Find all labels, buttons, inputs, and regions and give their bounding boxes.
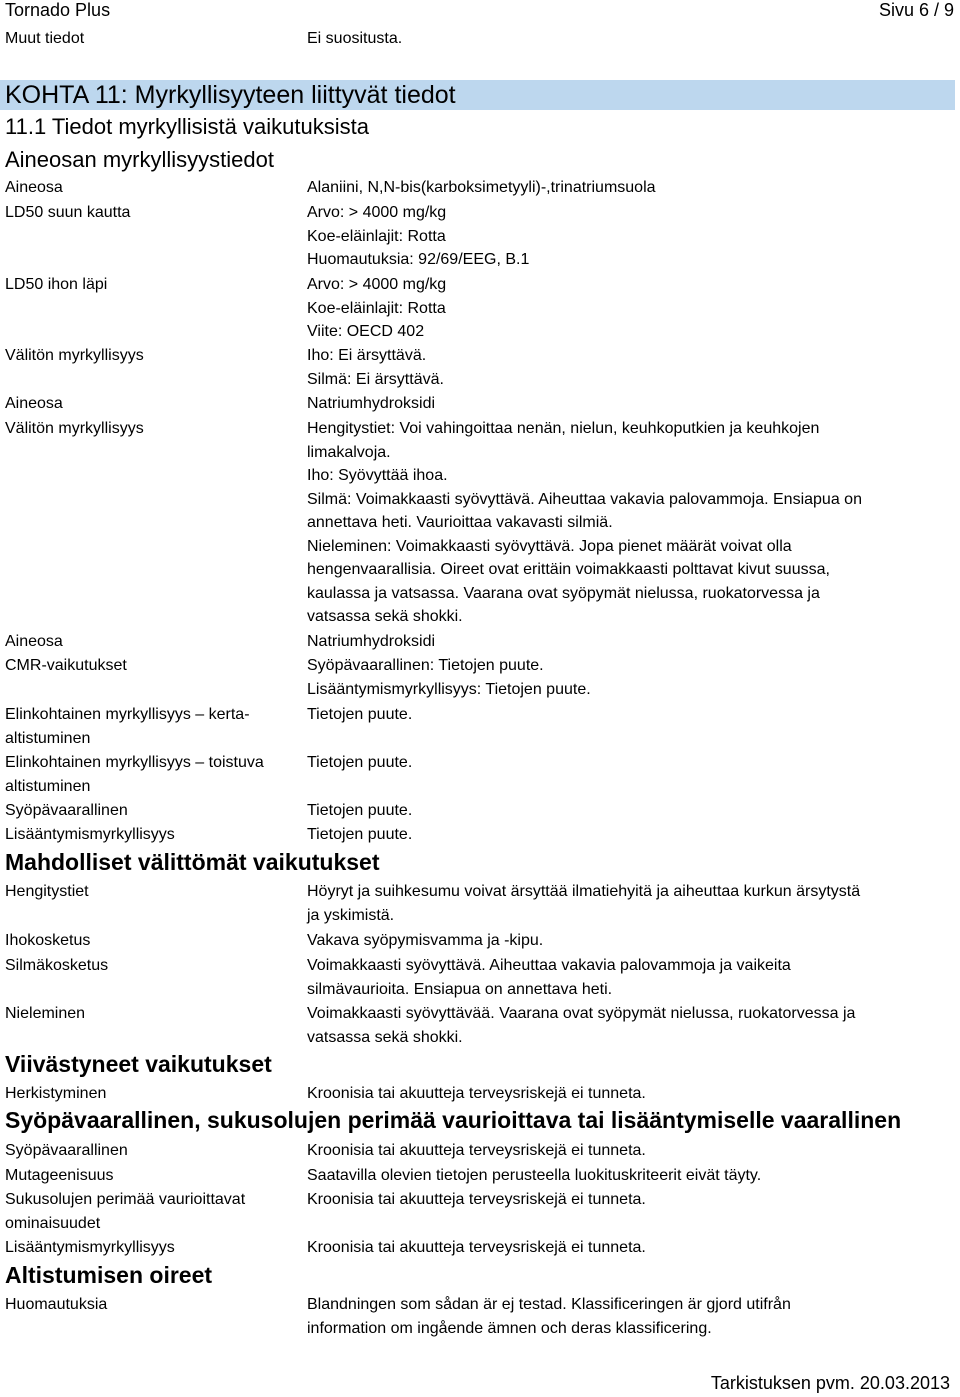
property-label-line: Lisääntymismyrkyllisyys <box>5 1239 175 1256</box>
property-value-line: limakalvoja. <box>307 443 391 461</box>
property-label <box>5 1188 297 1235</box>
property-label <box>5 1236 297 1260</box>
property-value-line: information om ingående ämnen och deras klassificering. <box>307 1319 712 1337</box>
property-label-line: Syöpävaarallinen <box>5 1142 128 1159</box>
property-value-line: Arvo: > 4000 mg/kg <box>307 276 447 293</box>
property-value-line: vatsassa sekä shokki. <box>307 608 463 625</box>
cmr-heading: Syöpävaarallinen, sukusolujen perimää vaurioittava tai lisääntymiselle vaarallinen <box>5 1107 902 1133</box>
property-value-line: Hengitystiet: Voi vahingoittaa nenän, nielun, keuhkoputkien ja keuhkojen <box>307 420 820 437</box>
property-value-line: ja yskimistä. <box>307 906 395 924</box>
component-heading: Aineosan myrkyllisyystiedot <box>5 147 274 172</box>
property-value-line: Kroonisia tai akuutteja terveysriskejä ei tunneta. <box>307 1191 646 1208</box>
property-value-line: Natriumhydroksidi <box>307 633 436 650</box>
property-label-line: altistuminen <box>5 729 91 747</box>
product-name: Tornado Plus <box>5 0 111 20</box>
symptoms-heading: Altistumisen oireet <box>5 1262 213 1288</box>
property-value <box>307 954 917 1001</box>
property-label <box>5 703 297 750</box>
property-value <box>307 823 917 847</box>
property-value-line: vatsassa sekä shokki. <box>307 1028 463 1046</box>
property-label <box>5 751 297 798</box>
property-value-line: Silmä: Ei ärsyttävä. <box>307 370 444 388</box>
property-label-line: Lisääntymismyrkyllisyys <box>5 826 175 843</box>
property-label <box>5 1139 297 1163</box>
property-value <box>307 1293 917 1340</box>
property-label-line: Välitön myrkyllisyys <box>5 420 144 437</box>
section-title: KOHTA 11: Myrkyllisyyteen liittyvät tiedot <box>5 81 456 109</box>
property-value-line: Tietojen puute. <box>307 754 413 771</box>
property-value-line: Kroonisia tai akuutteja terveysriskejä ei tunneta. <box>307 1239 646 1256</box>
property-value <box>307 799 917 823</box>
property-label-line: Nieleminen <box>5 1005 86 1022</box>
property-label-line: Ihokosketus <box>5 932 91 949</box>
property-label-line: LD50 suun kautta <box>5 204 131 221</box>
property-label-line: Aineosa <box>5 395 63 412</box>
property-label-line: Huomautuksia <box>5 1296 108 1313</box>
immediate-effects-heading: Mahdolliset välittömät vaikutukset <box>5 849 380 875</box>
property-value-line: Iho: Ei ärsyttävä. <box>307 347 427 364</box>
property-value <box>307 417 917 629</box>
property-value-line: Iho: Syövyttää ihoa. <box>307 467 448 484</box>
property-value <box>307 344 917 391</box>
property-label <box>5 417 297 441</box>
property-label <box>5 1293 297 1317</box>
property-value-line: Huomautuksia: 92/69/EEG, B.1 <box>307 251 530 268</box>
property-label-line: Sukusolujen perimää vaurioittavat <box>5 1191 246 1208</box>
property-label-line: Aineosa <box>5 633 63 650</box>
muut-tiedot-label: Muut tiedot <box>5 30 85 47</box>
property-value <box>307 703 917 727</box>
delayed-effects-heading: Viivästyneet vaikutukset <box>5 1051 272 1077</box>
property-label-line: Syöpävaarallinen <box>5 802 128 819</box>
page-number: Sivu 6 / 9 <box>878 0 954 20</box>
property-label <box>5 799 297 823</box>
property-label-line: Elinkohtainen myrkyllisyys – toistuva <box>5 754 264 771</box>
property-value <box>307 392 917 416</box>
muut-tiedot-value: Ei suositusta. <box>307 30 403 47</box>
property-label-line: altistuminen <box>5 777 91 795</box>
property-label <box>5 954 297 978</box>
property-label <box>5 630 297 654</box>
property-label-line: Elinkohtainen myrkyllisyys – kerta- <box>5 706 250 723</box>
property-value-line: Tietojen puute. <box>307 826 413 843</box>
property-value-line: Saatavilla olevien tietojen perusteella luokituskriteerit eivät täyty. <box>307 1167 762 1184</box>
property-value-line: Silmä: Voimakkaasti syövyttävä. Aiheuttaa vakavia palovammoja. Ensiapua on <box>307 490 862 508</box>
property-value-line: Höyryt ja suihkesumu voivat ärsyttää ilmatiehyitä ja aiheuttaa kurkun ärsytystä <box>307 883 861 900</box>
property-value <box>307 1236 917 1260</box>
property-value <box>307 630 917 654</box>
property-value-line: kaulassa ja vatsassa. Vaarana ovat syöpymät nielussa, ruokatorvessa ja <box>307 584 820 602</box>
property-value <box>307 1164 917 1188</box>
property-label-line: LD50 ihon läpi <box>5 276 108 293</box>
property-label-line: Välitön myrkyllisyys <box>5 347 144 364</box>
property-value-line: Voimakkaasti syövyttävää. Vaarana ovat syöpymät nielussa, ruokatorvessa ja <box>307 1005 856 1022</box>
property-label <box>5 929 297 953</box>
property-value-line: hengenvaarallisia. Oireet ovat erittäin voimakkaasti polttavat kivut suussa, <box>307 561 830 578</box>
property-value-line: Natriumhydroksidi <box>307 395 436 412</box>
property-value-line: Voimakkaasti syövyttävä. Aiheuttaa vakavia palovammoja ja vaikeita <box>307 957 791 974</box>
section-title-band <box>0 80 955 110</box>
property-value <box>307 654 917 701</box>
property-value <box>307 929 917 953</box>
property-label <box>5 1164 297 1188</box>
property-label <box>5 654 297 678</box>
property-label-line: Mutageenisuus <box>5 1167 114 1184</box>
property-value-line: silmävaurioita. Ensiapua on annettava heti. <box>307 980 613 998</box>
property-value <box>307 176 917 200</box>
property-label <box>5 1082 297 1106</box>
page-header <box>5 0 954 22</box>
property-label-line: Aineosa <box>5 179 63 196</box>
property-label <box>5 344 297 368</box>
property-label <box>5 823 297 847</box>
property-label-line: Herkistyminen <box>5 1085 107 1102</box>
property-value <box>307 273 917 344</box>
property-value <box>307 1188 917 1212</box>
property-value-line: Viite: OECD 402 <box>307 323 425 340</box>
property-label <box>5 880 297 904</box>
property-value-line: annettava heti. Vaurioittaa vakavasti silmiä. <box>307 514 613 531</box>
property-value-line: Vakava syöpymisvamma ja -kipu. <box>307 932 544 949</box>
property-label-line: Silmäkosketus <box>5 957 109 974</box>
property-value-line: Nieleminen: Voimakkaasti syövyttävä. Jopa pienet määrät voivat olla <box>307 537 792 555</box>
property-value-line: Koe-eläinlajit: Rotta <box>307 299 446 317</box>
property-label <box>5 176 297 200</box>
property-value-line: Lisääntymismyrkyllisyys: Tietojen puute. <box>307 680 591 698</box>
property-value <box>307 1139 917 1163</box>
property-label <box>5 273 297 297</box>
property-value-line: Tietojen puute. <box>307 706 413 723</box>
property-value <box>307 880 917 927</box>
property-label <box>5 1002 297 1026</box>
property-value-line: Kroonisia tai akuutteja terveysriskejä ei tunneta. <box>307 1085 646 1102</box>
property-value-line: Alaniini, N,N-bis(karboksimetyyli)-,trinatriumsuola <box>307 179 656 196</box>
property-label <box>5 392 297 416</box>
property-value-line: Arvo: > 4000 mg/kg <box>307 204 447 221</box>
section-subtitle: 11.1 Tiedot myrkyllisistä vaikutuksista <box>5 114 369 139</box>
property-value-line: Kroonisia tai akuutteja terveysriskejä ei tunneta. <box>307 1142 646 1159</box>
property-value-line: Tietojen puute. <box>307 802 413 819</box>
property-label-line: Hengitystiet <box>5 883 89 900</box>
property-value-line: Syöpävaarallinen: Tietojen puute. <box>307 657 544 674</box>
property-value <box>307 1082 917 1106</box>
property-label-line: CMR-vaikutukset <box>5 657 127 674</box>
property-value-line: Koe-eläinlajit: Rotta <box>307 227 446 245</box>
property-value <box>307 1002 917 1049</box>
property-value-line: Blandningen som sådan är ej testad. Klassificeringen är gjord utifrån <box>307 1296 791 1313</box>
property-label-line: ominaisuudet <box>5 1214 101 1232</box>
property-label <box>5 201 297 225</box>
revision-date: Tarkistuksen pvm. 20.03.2013 <box>710 1373 950 1393</box>
property-value <box>307 751 917 775</box>
property-value <box>307 201 917 272</box>
